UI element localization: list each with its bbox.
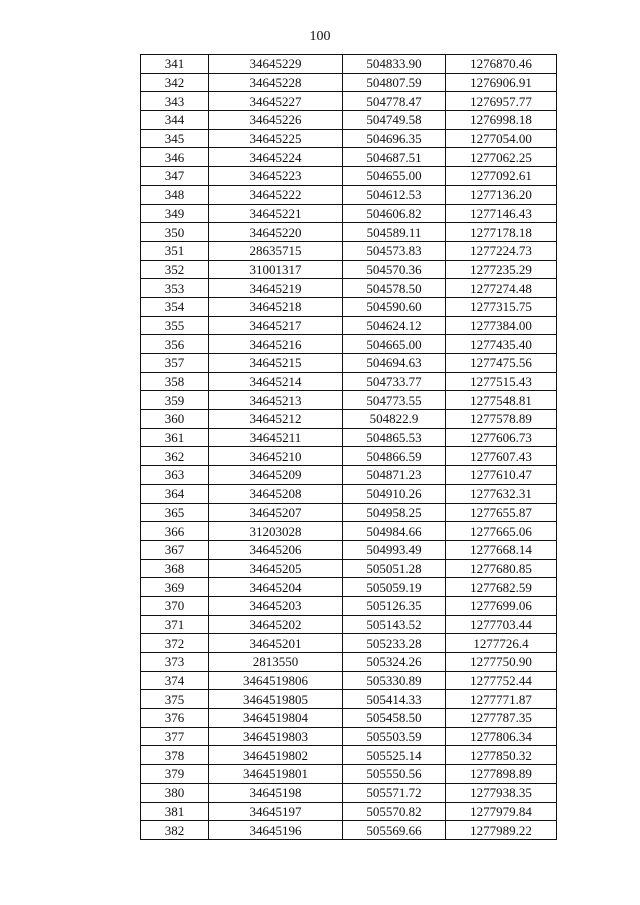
point-id-cell: 34645223 <box>209 167 343 186</box>
x-coordinate-cell: 504570.36 <box>343 260 446 279</box>
point-id-cell: 34645214 <box>209 372 343 391</box>
point-number-cell: 344 <box>141 111 209 130</box>
point-number-cell: 369 <box>141 578 209 597</box>
point-number-cell: 372 <box>141 634 209 653</box>
point-number-cell: 357 <box>141 354 209 373</box>
table-row <box>141 241 557 260</box>
x-coordinate-cell: 504655.00 <box>343 167 446 186</box>
point-id-cell: 28635715 <box>209 241 343 260</box>
point-id-cell: 34645225 <box>209 129 343 148</box>
point-id-cell: 3464519801 <box>209 765 343 784</box>
y-coordinate-cell: 1277178.18 <box>446 223 557 242</box>
table-row <box>141 316 557 335</box>
x-coordinate-cell: 504606.82 <box>343 204 446 223</box>
x-coordinate-cell: 504910.26 <box>343 484 446 503</box>
point-number-cell: 349 <box>141 204 209 223</box>
point-id-cell: 34645226 <box>209 111 343 130</box>
x-coordinate-cell: 505414.33 <box>343 690 446 709</box>
point-number-cell: 366 <box>141 522 209 541</box>
x-coordinate-cell: 504822.9 <box>343 410 446 429</box>
x-coordinate-cell: 505525.14 <box>343 746 446 765</box>
point-id-cell: 34645222 <box>209 185 343 204</box>
table-row <box>141 185 557 204</box>
point-id-cell: 34645211 <box>209 428 343 447</box>
y-coordinate-cell: 1276957.77 <box>446 92 557 111</box>
y-coordinate-cell: 1277699.06 <box>446 596 557 615</box>
y-coordinate-cell: 1277703.44 <box>446 615 557 634</box>
x-coordinate-cell: 505126.35 <box>343 596 446 615</box>
table-row <box>141 410 557 429</box>
y-coordinate-cell: 1277752.44 <box>446 671 557 690</box>
table-row <box>141 297 557 316</box>
x-coordinate-cell: 505550.56 <box>343 765 446 784</box>
point-id-cell: 3464519802 <box>209 746 343 765</box>
table-row <box>141 484 557 503</box>
y-coordinate-cell: 1277606.73 <box>446 428 557 447</box>
point-number-cell: 347 <box>141 167 209 186</box>
x-coordinate-cell: 505059.19 <box>343 578 446 597</box>
y-coordinate-cell: 1277938.35 <box>446 783 557 802</box>
x-coordinate-cell: 505324.26 <box>343 653 446 672</box>
x-coordinate-cell: 504958.25 <box>343 503 446 522</box>
y-coordinate-cell: 1277680.85 <box>446 559 557 578</box>
y-coordinate-cell: 1277665.06 <box>446 522 557 541</box>
table-row <box>141 727 557 746</box>
point-id-cell: 34645205 <box>209 559 343 578</box>
point-number-cell: 350 <box>141 223 209 242</box>
x-coordinate-cell: 504733.77 <box>343 372 446 391</box>
x-coordinate-cell: 504871.23 <box>343 466 446 485</box>
point-number-cell: 342 <box>141 73 209 92</box>
point-number-cell: 377 <box>141 727 209 746</box>
y-coordinate-cell: 1277898.89 <box>446 765 557 784</box>
x-coordinate-cell: 504778.47 <box>343 92 446 111</box>
y-coordinate-cell: 1277806.34 <box>446 727 557 746</box>
y-coordinate-cell: 1277315.75 <box>446 297 557 316</box>
point-number-cell: 363 <box>141 466 209 485</box>
point-id-cell: 34645202 <box>209 615 343 634</box>
point-id-cell: 34645224 <box>209 148 343 167</box>
y-coordinate-cell: 1277787.35 <box>446 709 557 728</box>
x-coordinate-cell: 504578.50 <box>343 279 446 298</box>
y-coordinate-cell: 1277274.48 <box>446 279 557 298</box>
table-row <box>141 73 557 92</box>
point-id-cell: 34645198 <box>209 783 343 802</box>
x-coordinate-cell: 504984.66 <box>343 522 446 541</box>
table-row <box>141 802 557 821</box>
point-number-cell: 356 <box>141 335 209 354</box>
table-row <box>141 335 557 354</box>
point-number-cell: 378 <box>141 746 209 765</box>
point-id-cell: 34645215 <box>209 354 343 373</box>
table-row <box>141 447 557 466</box>
x-coordinate-cell: 505330.89 <box>343 671 446 690</box>
table-row <box>141 279 557 298</box>
point-id-cell: 34645204 <box>209 578 343 597</box>
point-number-cell: 360 <box>141 410 209 429</box>
x-coordinate-cell: 505503.59 <box>343 727 446 746</box>
y-coordinate-cell: 1277989.22 <box>446 821 557 840</box>
point-id-cell: 3464519803 <box>209 727 343 746</box>
x-coordinate-cell: 505571.72 <box>343 783 446 802</box>
point-id-cell: 34645220 <box>209 223 343 242</box>
table-row <box>141 466 557 485</box>
page-number: 100 <box>309 29 331 44</box>
point-id-cell: 34645212 <box>209 410 343 429</box>
point-id-cell: 34645213 <box>209 391 343 410</box>
point-number-cell: 353 <box>141 279 209 298</box>
point-id-cell: 34645207 <box>209 503 343 522</box>
y-coordinate-cell: 1277607.43 <box>446 447 557 466</box>
coordinates-table-body <box>141 55 557 840</box>
point-id-cell: 34645217 <box>209 316 343 335</box>
point-number-cell: 358 <box>141 372 209 391</box>
point-number-cell: 355 <box>141 316 209 335</box>
y-coordinate-cell: 1277515.43 <box>446 372 557 391</box>
table-row <box>141 746 557 765</box>
y-coordinate-cell: 1277224.73 <box>446 241 557 260</box>
table-row <box>141 578 557 597</box>
point-number-cell: 381 <box>141 802 209 821</box>
table-row <box>141 709 557 728</box>
point-id-cell: 34645196 <box>209 821 343 840</box>
y-coordinate-cell: 1276870.46 <box>446 55 557 74</box>
table-row <box>141 260 557 279</box>
point-id-cell: 34645229 <box>209 55 343 74</box>
point-number-cell: 374 <box>141 671 209 690</box>
point-number-cell: 364 <box>141 484 209 503</box>
y-coordinate-cell: 1277146.43 <box>446 204 557 223</box>
y-coordinate-cell: 1277136.20 <box>446 185 557 204</box>
y-coordinate-cell: 1277726.4 <box>446 634 557 653</box>
point-id-cell: 34645209 <box>209 466 343 485</box>
point-number-cell: 365 <box>141 503 209 522</box>
point-id-cell: 34645197 <box>209 802 343 821</box>
point-id-cell: 34645206 <box>209 540 343 559</box>
table-row <box>141 596 557 615</box>
x-coordinate-cell: 504624.12 <box>343 316 446 335</box>
point-number-cell: 354 <box>141 297 209 316</box>
point-id-cell: 34645228 <box>209 73 343 92</box>
point-id-cell: 34645203 <box>209 596 343 615</box>
y-coordinate-cell: 1277979.84 <box>446 802 557 821</box>
table-row <box>141 354 557 373</box>
x-coordinate-cell: 504773.55 <box>343 391 446 410</box>
point-number-cell: 368 <box>141 559 209 578</box>
point-id-cell: 3464519806 <box>209 671 343 690</box>
y-coordinate-cell: 1277235.29 <box>446 260 557 279</box>
x-coordinate-cell: 504865.53 <box>343 428 446 447</box>
y-coordinate-cell: 1277771.87 <box>446 690 557 709</box>
x-coordinate-cell: 504696.35 <box>343 129 446 148</box>
coordinates-table <box>140 54 557 840</box>
point-number-cell: 370 <box>141 596 209 615</box>
point-number-cell: 346 <box>141 148 209 167</box>
point-id-cell: 34645221 <box>209 204 343 223</box>
point-number-cell: 375 <box>141 690 209 709</box>
y-coordinate-cell: 1277655.87 <box>446 503 557 522</box>
x-coordinate-cell: 504665.00 <box>343 335 446 354</box>
table-row <box>141 765 557 784</box>
x-coordinate-cell: 504612.53 <box>343 185 446 204</box>
x-coordinate-cell: 504590.60 <box>343 297 446 316</box>
x-coordinate-cell: 504589.11 <box>343 223 446 242</box>
y-coordinate-cell: 1277062.25 <box>446 148 557 167</box>
table-row <box>141 671 557 690</box>
y-coordinate-cell: 1277750.90 <box>446 653 557 672</box>
table-row <box>141 522 557 541</box>
point-number-cell: 376 <box>141 709 209 728</box>
table-row <box>141 540 557 559</box>
y-coordinate-cell: 1277384.00 <box>446 316 557 335</box>
table-row <box>141 690 557 709</box>
point-number-cell: 379 <box>141 765 209 784</box>
point-id-cell: 31001317 <box>209 260 343 279</box>
table-row <box>141 391 557 410</box>
y-coordinate-cell: 1277850.32 <box>446 746 557 765</box>
x-coordinate-cell: 504807.59 <box>343 73 446 92</box>
x-coordinate-cell: 504749.58 <box>343 111 446 130</box>
point-id-cell: 34645201 <box>209 634 343 653</box>
point-number-cell: 361 <box>141 428 209 447</box>
y-coordinate-cell: 1277668.14 <box>446 540 557 559</box>
table-row <box>141 783 557 802</box>
table-row <box>141 167 557 186</box>
x-coordinate-cell: 505570.82 <box>343 802 446 821</box>
table-row <box>141 92 557 111</box>
point-number-cell: 343 <box>141 92 209 111</box>
table-row <box>141 634 557 653</box>
point-id-cell: 34645208 <box>209 484 343 503</box>
table-row <box>141 503 557 522</box>
y-coordinate-cell: 1277054.00 <box>446 129 557 148</box>
point-number-cell: 373 <box>141 653 209 672</box>
point-id-cell: 31203028 <box>209 522 343 541</box>
point-id-cell: 34645210 <box>209 447 343 466</box>
y-coordinate-cell: 1276998.18 <box>446 111 557 130</box>
table-row <box>141 111 557 130</box>
point-id-cell: 34645219 <box>209 279 343 298</box>
point-number-cell: 345 <box>141 129 209 148</box>
point-number-cell: 371 <box>141 615 209 634</box>
y-coordinate-cell: 1277475.56 <box>446 354 557 373</box>
point-id-cell: 34645216 <box>209 335 343 354</box>
y-coordinate-cell: 1276906.91 <box>446 73 557 92</box>
x-coordinate-cell: 504993.49 <box>343 540 446 559</box>
point-number-cell: 341 <box>141 55 209 74</box>
x-coordinate-cell: 505233.28 <box>343 634 446 653</box>
point-number-cell: 359 <box>141 391 209 410</box>
x-coordinate-cell: 504573.83 <box>343 241 446 260</box>
table-row <box>141 821 557 840</box>
table-row <box>141 653 557 672</box>
table-row <box>141 129 557 148</box>
point-number-cell: 367 <box>141 540 209 559</box>
y-coordinate-cell: 1277610.47 <box>446 466 557 485</box>
x-coordinate-cell: 505569.66 <box>343 821 446 840</box>
point-id-cell: 34645218 <box>209 297 343 316</box>
x-coordinate-cell: 504866.59 <box>343 447 446 466</box>
point-id-cell: 2813550 <box>209 653 343 672</box>
y-coordinate-cell: 1277682.59 <box>446 578 557 597</box>
point-id-cell: 3464519805 <box>209 690 343 709</box>
table-row <box>141 372 557 391</box>
table-row <box>141 55 557 74</box>
y-coordinate-cell: 1277435.40 <box>446 335 557 354</box>
y-coordinate-cell: 1277578.89 <box>446 410 557 429</box>
table-row <box>141 148 557 167</box>
x-coordinate-cell: 504687.51 <box>343 148 446 167</box>
table-row <box>141 223 557 242</box>
x-coordinate-cell: 504833.90 <box>343 55 446 74</box>
x-coordinate-cell: 505051.28 <box>343 559 446 578</box>
point-number-cell: 382 <box>141 821 209 840</box>
point-id-cell: 3464519804 <box>209 709 343 728</box>
x-coordinate-cell: 504694.63 <box>343 354 446 373</box>
y-coordinate-cell: 1277632.31 <box>446 484 557 503</box>
point-number-cell: 351 <box>141 241 209 260</box>
y-coordinate-cell: 1277548.81 <box>446 391 557 410</box>
table-row <box>141 559 557 578</box>
point-number-cell: 352 <box>141 260 209 279</box>
point-number-cell: 380 <box>141 783 209 802</box>
table-row <box>141 204 557 223</box>
y-coordinate-cell: 1277092.61 <box>446 167 557 186</box>
point-id-cell: 34645227 <box>209 92 343 111</box>
x-coordinate-cell: 505458.50 <box>343 709 446 728</box>
x-coordinate-cell: 505143.52 <box>343 615 446 634</box>
table-row <box>141 615 557 634</box>
table-row <box>141 428 557 447</box>
point-number-cell: 348 <box>141 185 209 204</box>
point-number-cell: 362 <box>141 447 209 466</box>
